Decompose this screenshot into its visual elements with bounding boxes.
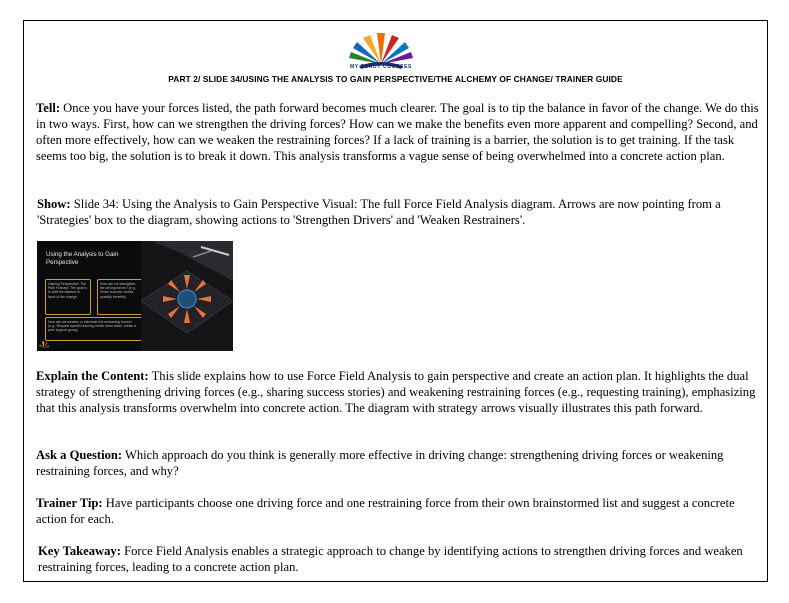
- thumbnail-logo-icon: [38, 341, 50, 349]
- thumbnail-box-gaining: Gaining Perspective: The Path Forward. The goal is to shift the balance in favor of the change: [45, 279, 91, 315]
- explain-text: This slide explains how to use Force Field Analysis to gain perspective and create an action plan. It highlights the dual strategy of strengthening driving forces (e.g., sharing success stories) and weakening restraining forces (e.g., requesting training), emphasizing that this analysis transforms overwhelm into concrete action. The diagram with strategy arrows visually illustrates this path forward.: [36, 369, 756, 415]
- explain-label: Explain the Content:: [36, 369, 149, 383]
- page-header: PART 2/ SLIDE 34/USING THE ANALYSIS TO GAIN PERSPECTIVE/THE ALCHEMY OF CHANGE/ TRAINER GUIDE: [168, 74, 623, 84]
- show-label: Show:: [37, 197, 71, 211]
- tell-text: Once you have your forces listed, the path forward becomes much clearer. The goal is to tip the balance in favor of the change. We do this in two ways. First, how can we strengthen the driving forces? How can we make the benefits even more apparent and compelling? Second, and often more effectively, how can we weaken the restraining forces? If a lack of training is a barrier, the solution is to get training. If the task seems too big, the solution is to break it down. This analysis transforms a vague sense of being overwhelmed into a concrete action plan.: [36, 101, 759, 163]
- logo-wordmark: MY READY COURSES: [350, 64, 412, 70]
- force-field-diagram-icon: [141, 241, 233, 351]
- key-takeaway-label: Key Takeaway:: [38, 544, 121, 558]
- explain-section: [36, 368, 760, 416]
- trainer-tip-text: Have participants choose one driving force and one restraining force from their own brainstormed list and suggest a concrete action for each.: [36, 496, 735, 526]
- question-section: [36, 447, 760, 479]
- question-text: Which approach do you think is generally more effective in driving change: strengthening driving forces or weakening restraining forces, and why?: [36, 448, 724, 478]
- tell-label: Tell:: [36, 101, 61, 115]
- question-label: Ask a Question:: [36, 448, 123, 462]
- show-section: [37, 196, 761, 228]
- thumbnail-box-weaken: How can we weaken or eliminate the restraining forces? (e.g., Request specific training, break down tasks, create a peer support group): [45, 317, 143, 341]
- slide-thumbnail: [37, 241, 233, 351]
- trainer-tip-section: [36, 495, 760, 527]
- key-takeaway-section: [38, 543, 762, 575]
- thumbnail-box-strengthen: How can we strengthen the driving forces? (e.g., Share success stories, quantify benefits): [97, 279, 143, 315]
- key-takeaway-text: Force Field Analysis enables a strategic approach to change by identifying actions to strengthen driving forces and weaken restraining forces, leading to a concrete action plan.: [38, 544, 743, 574]
- tell-section: [36, 100, 760, 164]
- show-text: Slide 34: Using the Analysis to Gain Perspective Visual: The full Force Field Analysis diagram. Arrows are now pointing from a 'Strategies' box to the diagram, showing actions to 'Strengthen Drivers' and 'Weaken Restrainers'.: [37, 197, 721, 227]
- trainer-tip-label: Trainer Tip:: [36, 496, 103, 510]
- thumbnail-title: Using the Analysis to Gain Perspective: [46, 251, 119, 266]
